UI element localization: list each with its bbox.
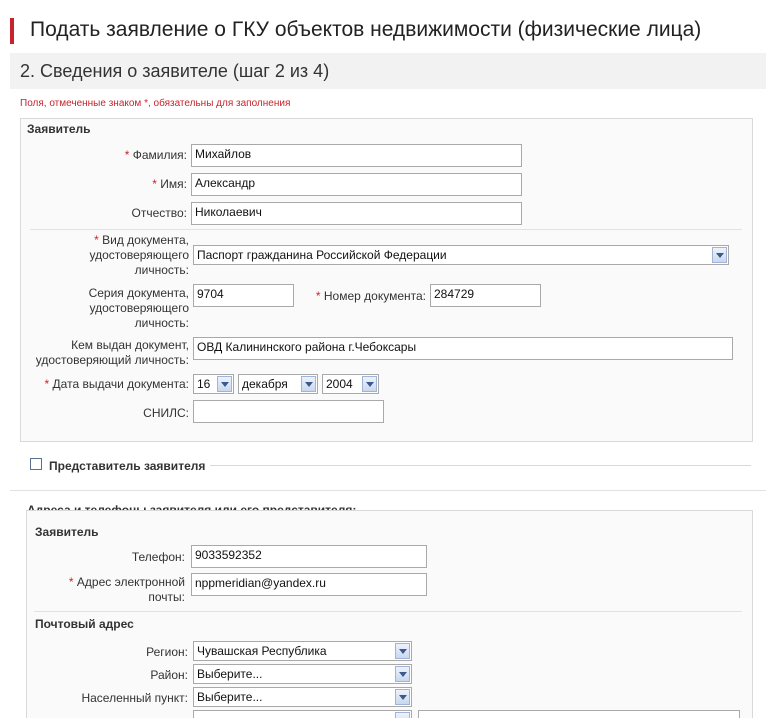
postal-legend: Почтовый адрес (35, 617, 134, 631)
issued-by-input[interactable]: ОВД Калининского района г.Чебоксары (193, 337, 733, 360)
region-select[interactable] (193, 641, 412, 661)
locality-label: Населенный пункт: (81, 691, 188, 705)
representative-checkbox[interactable] (30, 458, 42, 470)
step-title: 2. Сведения о заявителе (шаг 2 из 4) (20, 61, 330, 81)
patronymic-label: Отчество: (131, 206, 187, 220)
chevron-down-icon[interactable] (395, 643, 410, 659)
issue-year-select[interactable] (322, 374, 379, 394)
doc-type-label: * Вид документа, удостоверяющего личность: (89, 233, 189, 277)
region-value: Чувашская Республика (197, 644, 327, 658)
representative-line (210, 465, 751, 466)
contacts-top-divider (10, 490, 766, 491)
page-header (10, 8, 766, 54)
phone-label: Телефон: (131, 550, 185, 564)
section-divider (30, 229, 742, 230)
chevron-down-icon[interactable] (395, 689, 410, 705)
email-input[interactable]: nppmeridian@yandex.ru (191, 573, 427, 596)
locality-value: Выберите... (197, 690, 263, 704)
region-label: Регион: (146, 645, 188, 659)
surname-input[interactable]: Михайлов (191, 144, 522, 167)
issue-month-select[interactable] (238, 374, 318, 394)
district-value: Выберите... (197, 667, 263, 681)
issue-month-value: декабря (242, 377, 288, 391)
doc-number-input[interactable]: 284729 (430, 284, 541, 307)
street-input[interactable] (418, 710, 740, 718)
name-input[interactable]: Александр (191, 173, 522, 196)
chevron-down-icon[interactable] (301, 376, 316, 392)
district-label: Район: (150, 668, 188, 682)
contacts-applicant-legend: Заявитель (35, 525, 99, 539)
chevron-down-icon[interactable] (712, 247, 727, 263)
street-select[interactable] (193, 710, 412, 718)
doc-number-label: * Номер документа: (315, 289, 426, 303)
page-title: Подать заявление о ГКУ объектов недвижимости (физические лица) (30, 18, 702, 41)
chevron-down-icon[interactable] (395, 712, 410, 718)
patronymic-input[interactable]: Николаевич (191, 202, 522, 225)
doc-series-input[interactable]: 9704 (193, 284, 294, 307)
issue-year-value: 2004 (326, 377, 353, 391)
locality-select[interactable] (193, 687, 412, 707)
chevron-down-icon[interactable] (395, 666, 410, 682)
surname-label: * Фамилия: (124, 148, 187, 162)
header-accent-bar (10, 18, 14, 44)
doc-series-label: Серия документа, удостоверяющего личность: (88, 286, 189, 330)
postal-divider (34, 611, 742, 612)
doc-type-select[interactable] (193, 245, 729, 265)
issue-day-value: 16 (197, 377, 211, 391)
name-label: * Имя: (152, 177, 187, 191)
issue-date-label: * Дата выдачи документа: (44, 377, 189, 391)
chevron-down-icon[interactable] (362, 376, 377, 392)
representative-label[interactable]: Представитель заявителя (49, 459, 206, 473)
phone-input[interactable]: 9033592352 (191, 545, 427, 568)
issued-by-label: Кем выдан документ, удостоверяющий личность: (35, 338, 189, 367)
required-note: Поля, отмеченные знаком *, обязательны для заполнения (20, 98, 291, 109)
snils-label: СНИЛС: (143, 406, 189, 420)
applicant-legend: Заявитель (27, 122, 91, 136)
snils-input[interactable] (193, 400, 384, 423)
district-select[interactable] (193, 664, 412, 684)
email-label: * Адрес электронной почты: (68, 575, 185, 604)
step-header (10, 53, 766, 89)
doc-type-value: Паспорт гражданина Российской Федерации (197, 248, 447, 262)
chevron-down-icon[interactable] (217, 376, 232, 392)
issue-day-select[interactable] (193, 374, 234, 394)
